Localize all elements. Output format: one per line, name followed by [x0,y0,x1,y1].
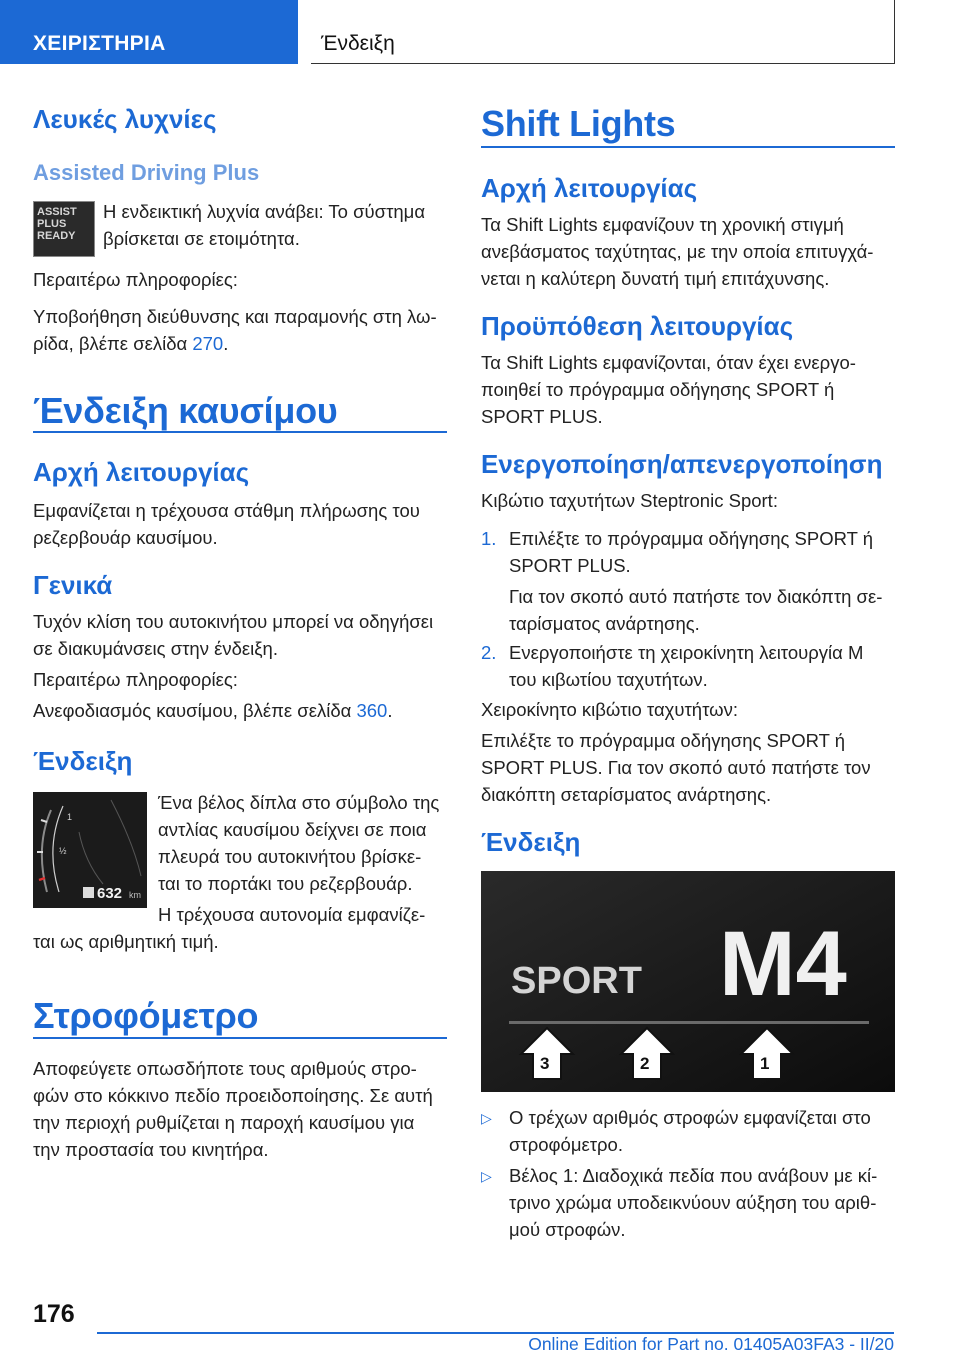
gauge-range-value: 632 [97,885,123,902]
fuel-display-heading: Ένδειξη [33,746,133,776]
shift-principle-text-2: ανεβάσματος ταχύτητας, με την οποία επιτυγχά- [481,241,874,262]
tachometer-heading: Στροφόμετρο [33,995,259,1036]
callout-2-label: 2 [640,1054,650,1073]
fuel-arrow-text-4: ται το πορτάκι του ρεζερβουάρ. [158,873,413,894]
prereq-text-1: Τα Shift Lights εμφανίζονται, όταν έχει ενεργο- [481,352,856,373]
bullet-2-text-3: μού στροφών. [509,1219,626,1240]
shift-principle-text-3: νεται η καλύτερη δυνατή τιμή επιτάχυνσης. [481,268,830,289]
gearbox-label: Κιβώτιο ταχυτήτων Steptronic Sport: [481,490,778,511]
callout-3-label: 3 [540,1054,550,1073]
fuel-arrow-text-3: πλευρά του αυτοκινήτου βρίσκε- [158,846,422,867]
prereq-text-2: ποιηθεί το πρόγραμμα οδήγησης SPORT ή [481,379,835,400]
prerequisite-heading: Προϋπόθεση λειτουργίας [481,311,794,341]
white-lights-heading: Λευκές λυχνίες [33,104,217,134]
tacho-text-3: την περιοχή ρυθμίζεται η παροχή καυσίμου για [33,1112,415,1133]
fuel-principle-text-1: Εμφανίζεται η τρέχουσα στάθμη πλήρωσης του [33,500,420,521]
shift-light-bar [509,1021,869,1024]
shift-lights-graphic [481,871,895,1092]
tacho-text-4: την προστασία του κινητήρα. [33,1139,269,1160]
section-rule [481,146,895,148]
bullet-triangle-icon: ▷ [481,1110,492,1126]
section-rule [33,431,447,433]
page-number: 176 [33,1300,75,1328]
adp-heading: Assisted Driving Plus [33,160,260,185]
bullet-2-text-1: Βέλος 1: Διαδοχικά πεδία που ανάβουν με κί- [509,1165,878,1186]
steering-text-2 [33,330,228,357]
section-rule [33,1037,447,1039]
step-1-text-1: Επιλέξτε το πρόγραμμα οδήγησης SPORT ή [509,528,874,549]
header-section-label: ΧΕΙΡΙΣΤΗΡΙΑ [33,32,166,55]
general-text-2: σε διακυμάνσεις στην ένδειξη. [33,638,278,659]
gauge-tick-half: ½ [59,846,67,856]
step-2-text-2: του κιβωτίου ταχυτήτων. [509,669,708,690]
adp-text-1: Η ενδεικτική λυχνία ανάβει: Το σύστημα [103,201,426,222]
fuel-range-text-1: Η τρέχουσα αυτονομία εμφανίζε- [158,904,426,925]
steering-text-1: Υποβοήθηση διεύθυνσης και παραμονής στη λω- [33,306,437,327]
edition-footer: Online Edition for Part no. 01405A03FA3 - II/20 [528,1334,894,1354]
manual-text-1: Επιλέξτε το πρόγραμμα οδήγησης SPORT ή [481,730,846,751]
fuel-gauge-heading: Ένδειξη καυσίμου [33,390,338,431]
manual-text-2: SPORT PLUS. Για τον σκοπό αυτό πατήστε τον [481,757,871,778]
shift-display-heading: Ένδειξη [481,827,581,857]
step-1-text-2: SPORT PLUS. [509,555,631,576]
callout-1-label: 1 [760,1054,770,1073]
step-1-number: 1. [481,528,497,549]
step-2-text-1: Ενεργοποιήστε τη χειροκίνητη λειτουργία M [509,642,864,663]
refuel-text-post: . [387,700,393,721]
fuel-principle-text-2: ρεζερβουάρ καυσίμου. [33,527,218,548]
img-gear-label: M4 [719,913,847,1015]
gauge-tick-full: 1 [67,812,73,822]
assist-plus-ready-icon [33,201,95,257]
more-info-label-2: Περαιτέρω πληροφορίες: [33,669,238,690]
header-topic-tab [311,0,895,64]
bullet-1-text-1: Ο τρέχων αριθμός στροφών εμφανίζεται στο [509,1107,871,1128]
fuel-range-text-2: ται ως αριθμητική τιμή. [33,931,219,952]
activation-heading: Ενεργοποίηση/απενεργοποίηση [481,449,883,479]
general-heading: Γενικά [33,570,113,600]
fuel-pump-icon [83,887,94,898]
shift-principle-heading: Αρχή λειτουργίας [481,173,698,203]
gauge-range-unit: km [129,890,141,900]
step-1-text-4: ταρίσματος ανάρτησης. [509,613,700,634]
shift-lights-image [481,871,895,1092]
assist-icon-line-1: ASSIST [37,206,77,218]
manual-gearbox-label: Χειροκίνητο κιβώτιο ταχυτήτων: [481,699,738,720]
refuel-text-pre: Ανεφοδιασμός καυσίμου, βλέπε σελίδα [33,700,357,721]
prereq-text-3: SPORT PLUS. [481,406,603,427]
refuel-text [33,697,393,724]
shift-principle-text-1: Τα Shift Lights εμφανίζουν τη χρονική στιγμή [481,214,844,235]
more-info-label-1: Περαιτέρω πληροφορίες: [33,269,238,290]
general-text-1: Τυχόν κλίση του αυτοκινήτου μπορεί να οδηγήσει [33,611,434,632]
header-section-tab [0,0,298,64]
fuel-arrow-text-2: αντλίας καυσίμου δείχνει σε ποια [158,819,427,840]
bullet-triangle-icon: ▷ [481,1168,492,1184]
step-2-number: 2. [481,642,497,663]
steering-text-2-post: . [223,333,229,354]
steering-text-2-pre: ρίδα, βλέπε σελίδα [33,333,193,354]
step-1-text-3: Για τον σκοπό αυτό πατήστε τον διακόπτη σε- [509,586,883,607]
tacho-text-2: φών στο κόκκινο πεδίο προειδοποίησης. Σε αυτή [33,1085,433,1106]
bullet-1-text-2: στροφόμετρο. [509,1134,623,1155]
img-mode-label: SPORT [511,960,642,1002]
bullet-2-text-2: τρινο χρώμα υποδεικνύουν αύξηση του αριθ- [509,1192,877,1213]
fuel-principle-heading: Αρχή λειτουργίας [33,457,250,487]
adp-text-2: βρίσκεται σε ετοιμότητα. [103,228,300,249]
shift-lights-heading: Shift Lights [481,103,676,144]
assist-icon-line-2: PLUS [37,218,67,230]
fuel-gauge-graphic [33,792,147,908]
header-topic-label: Ένδειξη [321,32,395,55]
fuel-arrow-text-1: Ένα βέλος δίπλα στο σύμβολο της [158,792,440,813]
page-link-360[interactable]: 360 [356,700,388,721]
assist-icon-line-3: READY [37,230,76,242]
fuel-gauge-image [33,792,147,908]
page-link-270[interactable]: 270 [192,333,224,354]
manual-text-3: διακόπτη σεταρίσματος ανάρτησης. [481,784,772,805]
tacho-text-1: Αποφεύγετε οπωσδήποτε τους αριθμούς στρο- [33,1058,417,1079]
